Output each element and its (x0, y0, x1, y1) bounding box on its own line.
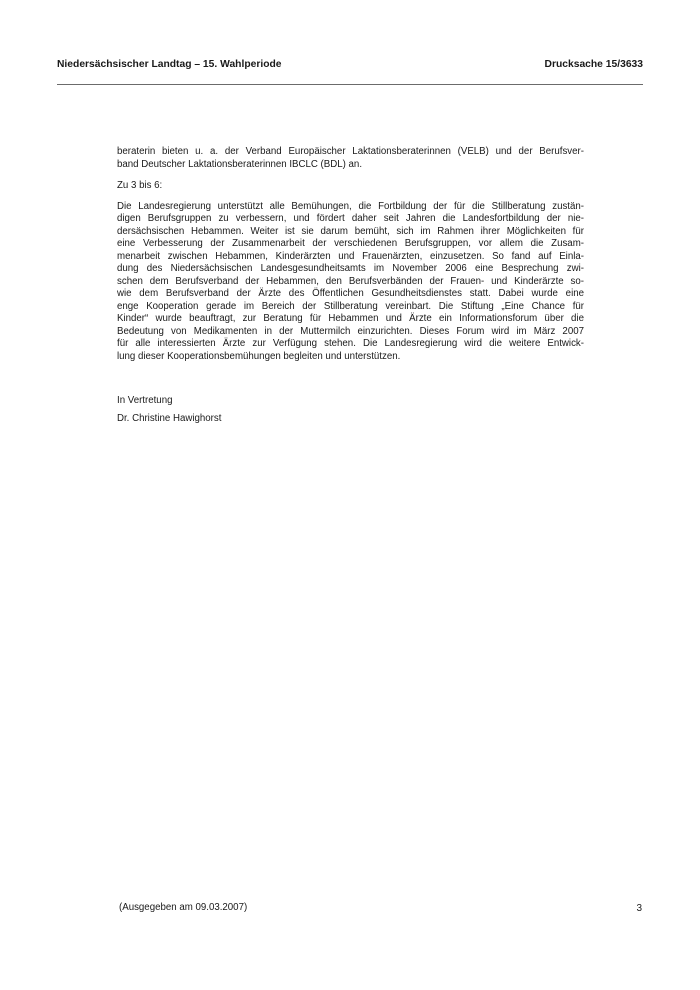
signature-block (117, 395, 221, 430)
text-line: Zu 3 bis 6: (117, 179, 163, 191)
text-line: enge Kooperation gerade im Bereich der Stillberatung vereinbart. Die Stiftung „Eine Chance für (117, 300, 584, 312)
text-line: für alle interessierten Ärzte zur Verfügung stehen. Die Landesregierung wird die weitere Entwick- (117, 338, 584, 349)
text-line: lung dieser Kooperationsbemühungen begleiten und unterstützen. (117, 350, 401, 362)
paragraph (117, 146, 584, 171)
paragraph (117, 201, 584, 364)
text-line: dung des Niedersächsischen Landesgesundheitsamts im November 2006 eine Besprechung zwi- (117, 263, 584, 274)
text-line: eine Verbesserung der Zusammenarbeit der verschiedenen Berufsgruppen, vor allem die Zusam- (117, 238, 584, 249)
page-number: 3 (636, 903, 642, 914)
text-line: band Deutscher Laktationsberaterinnen IBCLC (BDL) an. (117, 158, 363, 170)
representation-note: In Vertretung (117, 395, 173, 406)
signatory-name: Dr. Christine Hawighorst (117, 412, 222, 424)
issue-date: (Ausgegeben am 09.03.2007) (119, 902, 248, 913)
text-line: Kinder“ wurde beauftragt, zur Beratung für Hebammen und Ärzte ein Informationsforum über die (117, 313, 584, 324)
text-line: schen dem Berufsverband der Hebammen, den Berufsverbänden der Frauen- und Kinderärzte so- (117, 275, 584, 287)
text-line: beraterin bieten u. a. der Verband Europäischer Laktationsberaterinnen (VELB) und der Berufsver- (117, 146, 584, 157)
document-number: Drucksache 15/3633 (544, 59, 643, 70)
text-line: wie dem Berufsverband der Ärzte des Öffentlichen Gesundheitsdienstes statt. Dabei wurde eine (117, 288, 584, 299)
text-line: dersächsischen Hebammen. Weiter ist sie darum bemüht, sich im Rahmen ihrer Möglichkeiten für (117, 225, 584, 237)
text-line: digen Berufsgruppen zu verbessern, und fördert daher seit Jahren die Landesfortbildung der nie- (117, 213, 584, 224)
document-body (117, 146, 584, 372)
text-line: Die Landesregierung unterstützt alle Bemühungen, die Fortbildung der für die Stillberatung zustän- (117, 200, 584, 212)
page-header (57, 56, 643, 85)
text-line: Bedeutung von Medikamenten in der Muttermilch einzurichten. Dieses Forum wird im März 2007 (117, 325, 584, 337)
section-heading (117, 180, 584, 193)
text-line: menarbeit zwischen Hebammen, Kinderärzten und Frauenärzten, einzusetzen. So fand auf Einla- (117, 250, 584, 262)
parliament-title: Niedersächsischer Landtag – 15. Wahlperiode (57, 59, 282, 70)
